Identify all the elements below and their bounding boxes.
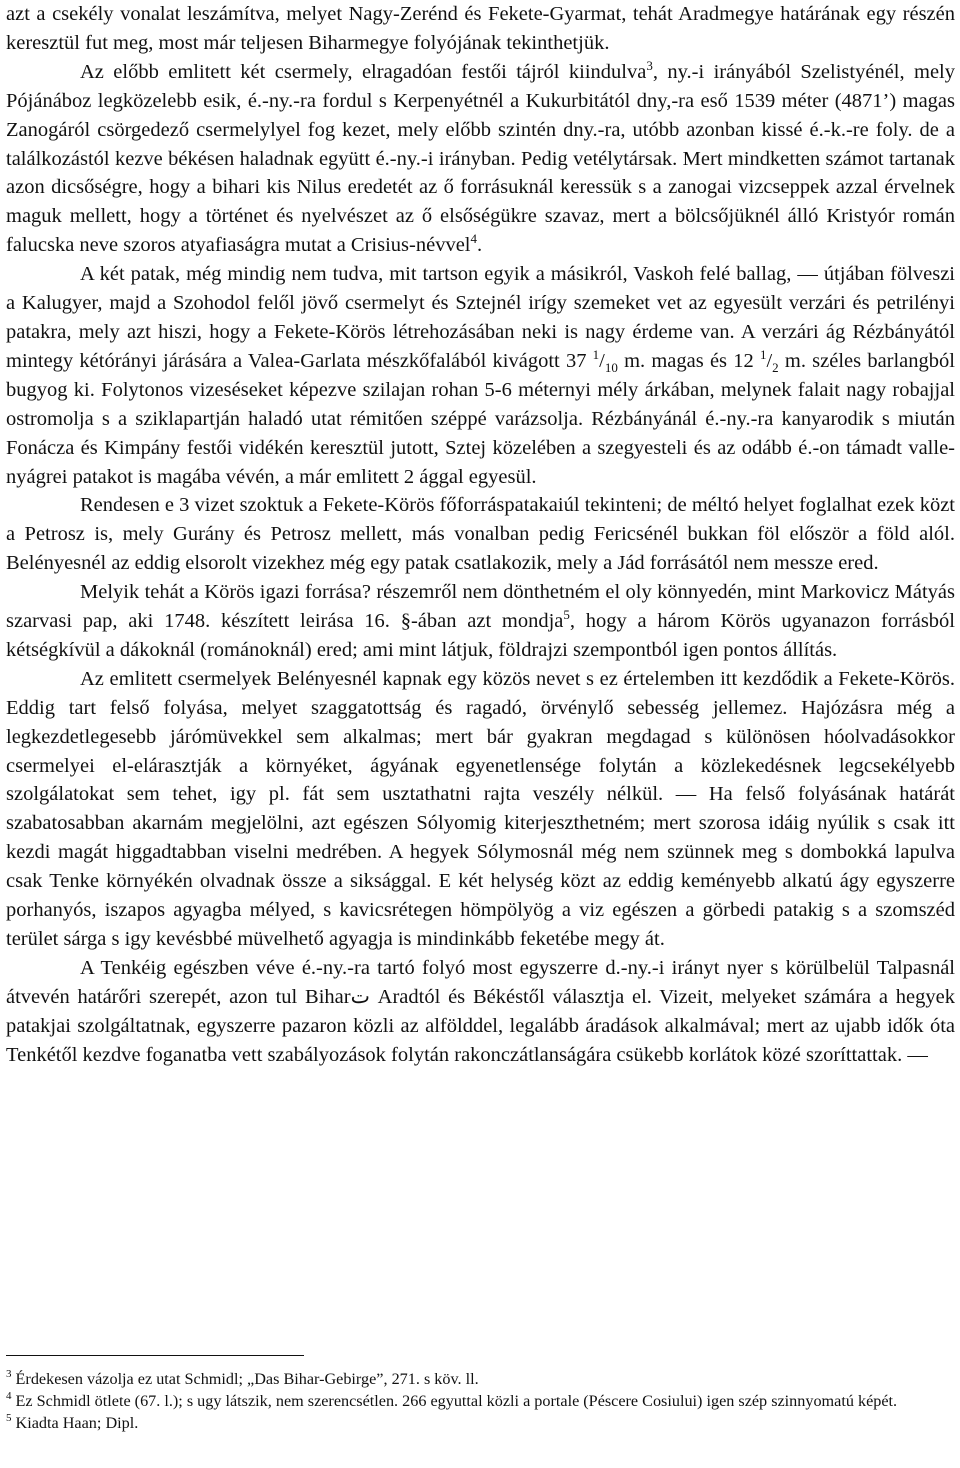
text-run: , hogy a három Körös ugyanazon forrásból kétségkívül a dákoknál (románoknál) ered; ami mint látjuk, földrajzi szempontból igen pontos állítás. [6,610,955,661]
subscript: 2 [772,359,779,375]
footnote [6,1391,955,1413]
superscript: 4 [470,231,477,247]
text-run: azt a csekély vonalat leszámítva, melyet Nagy-Zerénd és Fekete-Gyarmat, tehát Aradmegye határának egy részén keresztül fut meg, most már teljesen Biharmegye folyójának tekinthetjük. [6,3,955,54]
superscript: 3 [646,57,653,73]
text-run: Melyik tehát a Körös igazi forrása? részemről nem dönthetném el oly könnyedén, mint Markovicz Mátyás szarvasi pap, aki 1748. készített leirása 16. §-ában azt mondja [6,581,955,633]
footnote-number: 5 [6,1411,12,1424]
footnote-text: Érdekesen vázolja ez utat Schmidl; „Das Bihar-Gebirge”, 271. s köv. ll. [11,1370,479,1388]
text-run: A két patak, még mindig nem tudva, mit tartson egyik a másikról, Vaskoh felé ballag, — útjában fölveszi a Kalugyer, majd a Szohodol felől jövő csermelyt és Sztejnél irígy szemeket vet az egyesült verzári és petrilényi patakra, mely azt hiszi, hogy a Fekete-Körös létrehozásában neki is nagy érdeme van. A verzári ág Rézbányától mintegy kétórányi járására a Valea-Garlata mészkőfalából kivágott 37 [6,263,955,372]
subscript: 10 [604,359,618,375]
text-run: m. széles barlangból bugyog ki. Folytonos vizeséseket képezve szilajan rohan 5-6 méternyi mély árkában, melynek falait nagy robajjal ostromolja s a sziklapartján haladó utat rémitően széppé varázsolja. Rézbányánál é.-ny.-ra kanyarodik s miután Fonácza és Kimpány festői vidékén keresztül jutott, Sztej közelében a szegyesteli és az odább é.-on támadt valle-nyágrei patakot is magába vévén, a már emlitett 2 ággal egyesül. [6,349,955,488]
paragraph [6,665,955,954]
text-run: , ny.-i irányából Szelistyénél, mely Pójánáboz legközelebb esik, é.-ny.-ra fordul s Kerpenyétnél a Kukurbitától dny,-ra eső 1539 méter (4871’) magas Zanogáról csörgedező csermelylyel fog kezet, mely előbb szintén dny.-ra, utóbb azonban kissé é.-k.-re foly. de a találkozástól kezve békésen haladnak együtt é.-ny.-i irányban. Pedig vetélytársak. Mert mindketten számot tartanak azon dicsőségre, hogy a bihari kis Nilus eredetét az ő forrásuknál keressük s a zanogai vizcseppek azzal érvelnek maguk mellett, hogy a történet és nyelvészet az ő elsőségükre szavaz, mert a bölcsőjüknél álló Kristyór román falucska neve szoros atyafiaságra mutat a Crisius-névvel [6,60,956,257]
footnote [6,1369,955,1391]
superscript: 5 [563,607,570,623]
paragraph [6,0,955,58]
paragraph [6,578,955,665]
paragraph [6,260,955,491]
text-run: m. magas és 12 [617,349,760,372]
paragraph [6,954,955,1070]
paragraph [6,58,955,260]
footnote-number: 3 [6,1368,12,1380]
footnote [6,1413,955,1435]
text-run: . [477,234,483,257]
footnote-text: Ez Schmidl ötlete (67. l.); s ugy látszik, nem szerencsétlen. 266 egyuttal közli a portale (Péscere Cosiului) igen szép szinnyomatú képét. [11,1391,898,1410]
text-run: Az emlitett csermelyek Belényesnél kapnak egy közös nevet s ez értelemben itt kezdődik a Fekete-Körös. Eddig tart felső folyása, melyet szaggatottság és ragadó, örvénylő sebesség jellemez. Hajózásra még a legkezdetlegesebb járómüvekkel sem alkalmas; mert bár gyakran megdagad s különösen hóolvadásokkor csermelyei el-elárasztják a környéket, ágyának egyenetlensége folytán a közlekedésnek legcsekélyebb szolgálatokat sem tehet, igy pl. fát sem usztathatni rajta veszély nélkül. — Ha felső folyásának határát szabatosabban akarnám megjelölni, azt egészen Sólyomig kiterjeszthetném; mert szorosa idáig nyúlik s csak itt kezdi magát higgadtabban viselni medrében. A hegyek Sólymosnál még nem szünnek meg s dombokká lapulva csak Tenke környékén olvadnak össze a siksággal. E két helység közt az eddig keményebb alkatú ágy egyszerre porhanyós, iszapos agyagba mélyed, s kavicsrétegen hömpölyög a viz egészen a görbedi patakig s a szomszéd terület sárga s igy kevésbbé müvelhető agyagja is mindinkább feketébe megy át. [6,667,955,950]
text-run: Rendesen e 3 vizet szoktuk a Fekete-Körös főforráspatakaiúl tekinteni; de méltó helyet foglalhat ezek közt a Petrosz is, mely Gurány és Petrosz mellett, más vonalban pedig Fericsénél bukkan föl először a föld alól. Belényesnél az eddig elsorolt vizekhez még egy patak csatlakozik, mely a Jád forrásától nem messze ered. [6,494,955,575]
paragraph [6,491,955,578]
text-run: Az előbb emlitett két csermely, elragadóan festői tájról kiindulva [80,60,647,83]
text-run: / [766,349,773,372]
body-text [6,0,955,1070]
footnote-number: 4 [6,1389,12,1402]
footnotes [6,1369,955,1434]
superscript: 1 [759,346,767,362]
footnote-separator [6,1355,304,1356]
text-run: / [599,349,605,372]
text-run: A Tenkéig egészben véve é.-ny.-ra tartó folyó most egyszerre d.-ny.-i irányt nyer s körülbelül Talpasnál átvevén határőri szerepét, azon tul Biharت Aradtól és Békéstől választja el. Vizeit, melyeket számára a hegyek patakjai szolgáltatnak, egyszerre pazaron közli az alfölddel, legalább áradások alkalmával; mert az ujabb idők óta Tenkétől kezdve foganatba vett szabályozások folytán rakonczátlanságára csükebb korlátok közé szoríttattak. — [6,956,955,1066]
superscript: 1 [592,346,600,362]
footnote-text: Kiadta Haan; Dipl. [11,1413,139,1432]
document-page [6,0,956,1432]
